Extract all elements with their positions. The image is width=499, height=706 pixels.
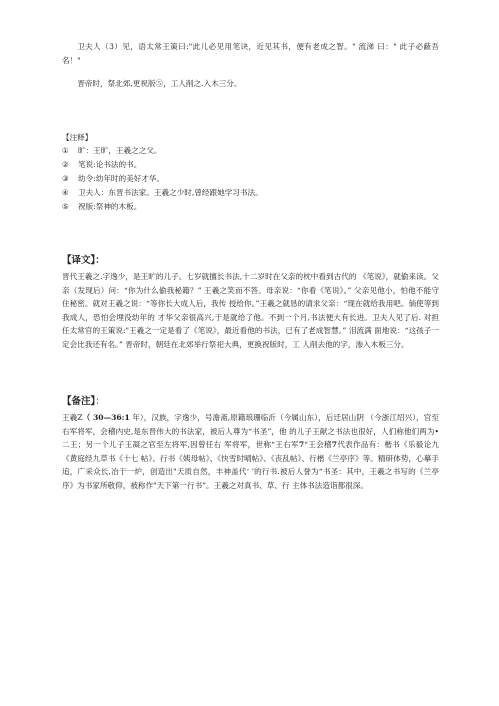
note-item: [62, 158, 439, 172]
spacer: [62, 351, 439, 395]
body-paragraph-2: 晋帝时，祭北郊,更祝版⑤，工人削之.入木三分。: [77, 79, 242, 88]
remarks-text-3: 代表作品有：楷书《乐毅论九《黄庭经九草书《十七 帖》、行书《姨母帖》、《快雪时晴帖》、《丧乱帖》、行楷《兰亭序》等。精研体势，心摹手追，广采众长,冶于一炉，创造出"天质自然，丰神盖代‘ ’的行书.被后人誉为“书圣：其中，王羲之书写的《兰亭序》为书家所敬仰，被称作"天下第一行书”。王羲之对真书、草、行 主体书法造诣都很深。: [62, 440, 439, 490]
remarks-heading-line: [62, 395, 439, 408]
remarks-text-1: ，汉族，字逸少，号澹斋,原籍琅珊临沂（今属山东），后迁居山阴 （今浙江绍兴），官至右军将军，会稽内史,是东晋伟大的书法家，被后人尊为“书圣”，他 的儿子王献之书法也很好，人们称他们两为•二王；另一个儿子王凝之官至左将军,因曾任右 军将军，世称“王右军: [62, 413, 439, 449]
remarks-year-suffix: 年）: [129, 413, 144, 422]
remarks-text-2: “王会稽: [304, 440, 332, 449]
note-text: 幼令:幼年时的美好才华。: [78, 174, 165, 183]
note-number: ④: [62, 188, 69, 197]
notes-heading: 【注释】: [62, 132, 93, 142]
note-item: [62, 172, 439, 186]
remarks-seven: 7: [298, 440, 305, 449]
note-text: 卫夫人：东晋书法家。王羲之少时,曾经跟她学习书法。: [78, 188, 263, 197]
notes-list: [62, 144, 439, 214]
note-number: ⑤: [62, 202, 69, 211]
spacer: [62, 67, 439, 77]
remarks-heading: 【备注】: [62, 396, 96, 407]
spacer: [62, 214, 439, 254]
translation-heading: 【译文】：: [62, 255, 105, 266]
note-item: [62, 186, 439, 200]
note-item: [62, 200, 439, 214]
remarks-text: [62, 411, 439, 492]
note-text: 旷：王旷，王羲之之父。: [78, 146, 162, 155]
remarks-colon: ：: [95, 396, 105, 407]
translation-section: [62, 254, 439, 351]
note-item: [62, 144, 439, 158]
remarks-name: 王羲Z: [62, 413, 83, 422]
notes-section: [62, 131, 439, 215]
translation-text: 晋代王羲之.字逸少，是王旷的儿子。七岁就擅长书法,十二岁时在父亲的枕中看到古代的 《笔说》，就偷来读。父亲（发现后）问：“你为什么偷我秘籍？” 王羲之笑而不答。母亲说：“你看《笔说》。” 父亲见他小，怕他不能守住秘密。就对王羲之说：“等你长大成人后，我传 授给你。”王羲之就恳的请求父亲：“现在就给我用吧。倘使等到我成人，恐怕会埋没幼年的 才华父亲很高兴,于是就给了他。不到一个月,书法便大有长进。卫夫人见了后. 对担 任太常官的王策说:"王羲之一定是看了《笔说》，最近看他的书法，已有了老成智慧。” 泪流满 面地说：“这孩子一定会比我还有名。” 晋帝时，朝廷在北郊举行祭祀大典，更换祝版时，工 人削去他的字，渗入木板三分。: [62, 272, 439, 349]
remarks-dates: （ 30—36:1: [82, 413, 130, 422]
note-text: 笔说:论书法的书。: [78, 160, 142, 169]
remarks-section: [62, 395, 439, 492]
note-text: 祝版:祭神的木板。: [78, 202, 142, 211]
body-paragraph-1: 卫夫人（3）见，语太常王策曰:"此儿必见用笔诀，近见其书，便有老成之智。" 流涕 曰：" 此子必蔽吾名！": [62, 42, 439, 65]
note-number: ①: [62, 146, 69, 155]
note-number: ③: [62, 174, 69, 183]
note-number: ②: [62, 160, 69, 169]
remarks-seven-2: 7: [331, 440, 338, 449]
spacer: [62, 91, 439, 131]
